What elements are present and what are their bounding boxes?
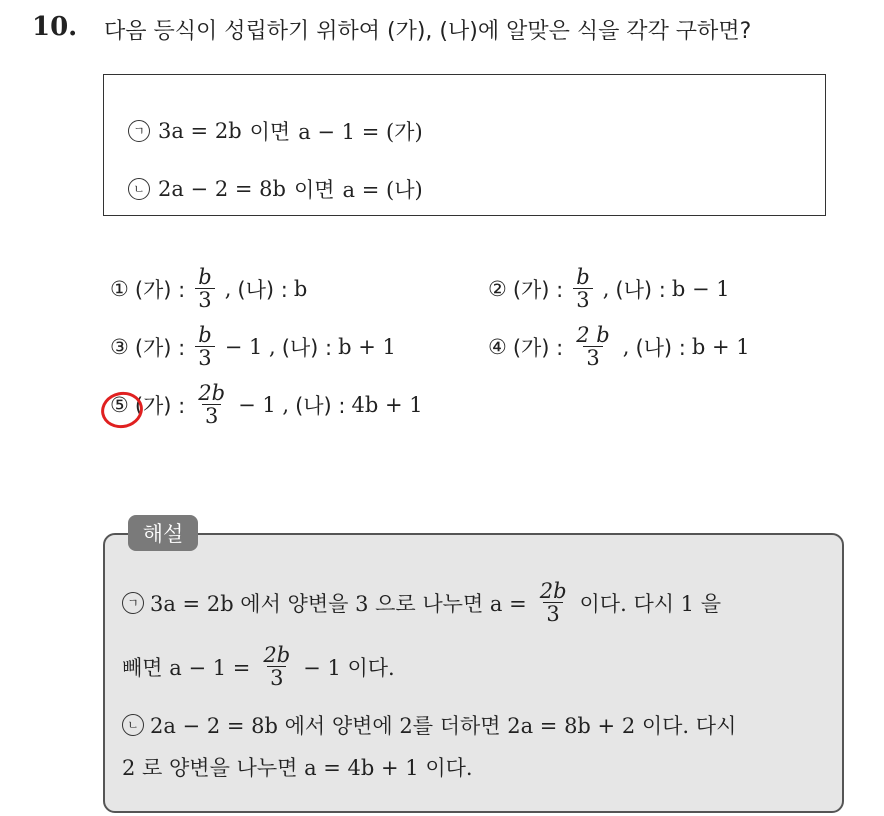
choice-2-na-label: (나) :	[615, 278, 666, 303]
choice-1-ga-label: (가) :	[134, 278, 186, 303]
solution-line-4-text: 2 로 양변을 나누면 a = 4b + 1 이다.	[122, 756, 473, 780]
condition-2-mark: ㄴ	[128, 178, 150, 200]
choice-4[interactable]	[488, 324, 750, 370]
choice-2-ga-denominator: 3	[573, 288, 592, 312]
choice-4-ga-numerator: 2 b	[576, 323, 610, 347]
solution-tag: 해설	[128, 515, 198, 551]
question-text: 다음 등식이 성립하기 위하여 (가), (나)에 알맞은 식을 각각 구하면?	[104, 19, 752, 44]
choice-4-na-label: (나) :	[635, 336, 686, 361]
solution-line-1	[122, 580, 721, 626]
choice-5-ga-numerator: 2b	[198, 381, 226, 405]
choice-1-na-value: b	[293, 277, 308, 302]
choice-2-ga-tail: ,	[602, 277, 610, 302]
choice-3-ga-tail: − 1 ,	[224, 335, 276, 360]
choice-5-na-value: 4b + 1	[351, 393, 423, 418]
solution-line-2-numerator: 2b	[263, 643, 291, 667]
condition-2	[128, 174, 423, 204]
solution-line-1-mark: ㄱ	[122, 592, 144, 614]
choice-1-ga-denominator: 3	[195, 288, 214, 312]
solution-line-2-fraction	[260, 644, 293, 690]
choice-4-number: ④	[488, 335, 507, 360]
choice-2-ga-fraction	[573, 266, 592, 312]
choice-5-number: ⑤	[110, 393, 129, 418]
question-number: 10.	[32, 12, 78, 42]
condition-1-mid: 이면	[249, 120, 291, 144]
solution-line-1-text: 3a = 2b 에서 양변을 3 으로 나누면 a =	[150, 592, 527, 617]
choice-3[interactable]	[110, 324, 396, 370]
choice-3-ga-numerator: b	[198, 323, 212, 347]
choice-2-ga-numerator: b	[576, 265, 590, 289]
solution-line-2-text: 빼면 a − 1 =	[122, 656, 251, 681]
choice-4-ga-fraction	[573, 324, 612, 370]
choice-3-na-value: b + 1	[338, 335, 396, 360]
solution-line-3	[122, 710, 736, 740]
choice-2-number: ②	[488, 277, 507, 302]
solution-line-1-fraction	[537, 580, 570, 626]
choice-1[interactable]	[110, 266, 307, 312]
condition-1-lhs: 3a = 2b	[158, 119, 242, 143]
solution-line-2	[122, 644, 395, 690]
choice-4-ga-tail: ,	[622, 335, 630, 360]
choice-3-ga-label: (가) :	[134, 336, 186, 361]
choice-1-ga-fraction	[195, 266, 214, 312]
solution-line-1-numerator: 2b	[539, 579, 567, 603]
choice-5[interactable]	[110, 382, 423, 428]
solution-line-3-mark: ㄴ	[122, 714, 144, 736]
choice-1-number: ①	[110, 277, 129, 302]
choice-3-na-label: (나) :	[281, 336, 333, 361]
condition-2-rhs: a = (나)	[342, 178, 423, 202]
choice-5-na-label: (나) :	[295, 394, 346, 419]
choice-4-ga-denominator: 3	[583, 346, 602, 370]
condition-1	[128, 116, 423, 146]
condition-1-rhs: a − 1 = (가)	[298, 120, 423, 144]
choice-3-number: ③	[110, 335, 129, 360]
choice-2[interactable]	[488, 266, 730, 312]
solution-line-4	[122, 752, 473, 782]
condition-1-mark: ㄱ	[128, 120, 150, 142]
solution-line-1-tail: 이다. 다시 1 을	[579, 592, 722, 617]
choice-3-ga-fraction	[195, 324, 214, 370]
condition-2-mid: 이면	[293, 178, 335, 202]
choice-5-ga-denominator: 3	[202, 404, 221, 428]
solution-line-1-denominator: 3	[543, 602, 562, 626]
choice-3-ga-denominator: 3	[195, 346, 214, 370]
solution-line-2-tail: − 1 이다.	[303, 656, 395, 681]
choice-5-ga-fraction	[195, 382, 228, 428]
solution-line-3-text: 2a − 2 = 8b 에서 양변에 2를 더하면 2a = 8b + 2 이다. 다시	[150, 714, 737, 738]
choice-1-ga-numerator: b	[198, 265, 212, 289]
condition-2-lhs: 2a − 2 = 8b	[158, 177, 286, 201]
choice-5-ga-tail: − 1 ,	[238, 393, 290, 418]
choice-1-ga-tail: ,	[224, 277, 232, 302]
choice-5-ga-label: (가) :	[134, 394, 186, 419]
choice-2-ga-label: (가) :	[512, 278, 564, 303]
solution-line-2-denominator: 3	[267, 666, 286, 690]
choice-1-na-label: (나) :	[237, 278, 288, 303]
choice-4-ga-label: (가) :	[512, 336, 564, 361]
choice-4-na-value: b + 1	[691, 335, 750, 360]
choice-2-na-value: b − 1	[671, 277, 730, 302]
